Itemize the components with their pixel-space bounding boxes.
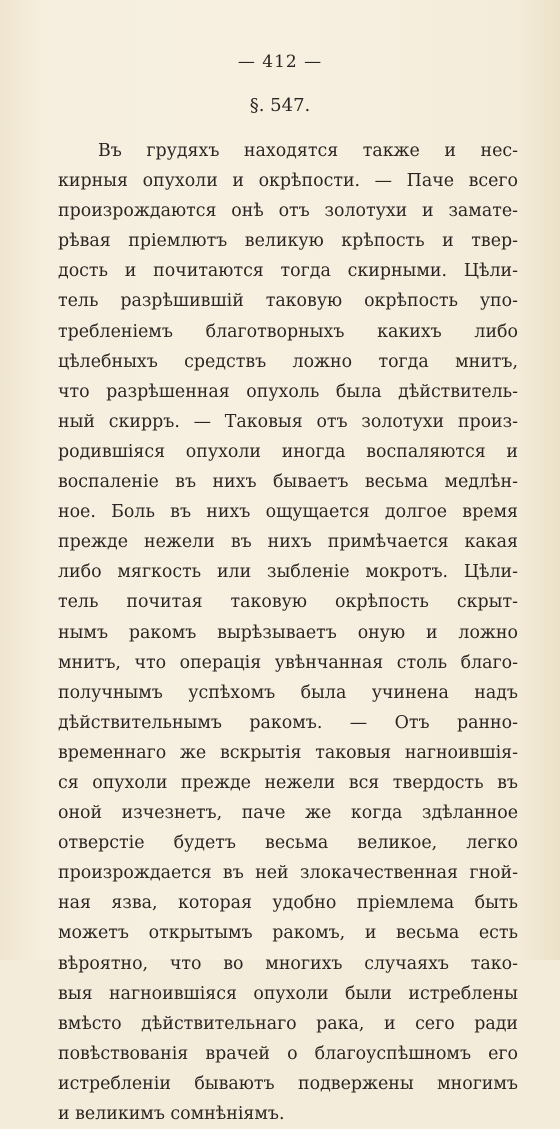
text-line: дость и почитаются тогда скирными. Цѣли-	[58, 261, 518, 282]
text-line: Въ грудяхъ находятся также и нес-	[98, 141, 518, 161]
text-line: цѣлебныхъ средствъ ложно тогда мнитъ,	[58, 351, 518, 372]
text-line: рѣвая пріемлютъ великую крѣпость и твер-	[58, 231, 518, 252]
text-line: и великимъ сомнѣніямъ.	[58, 1104, 285, 1124]
page-number: — 412 —	[237, 52, 323, 72]
text-line: тель разрѣшившій таковую окрѣпость упо-	[58, 291, 518, 312]
text-line: требленіемъ благотворныхъ какихъ либо	[58, 321, 518, 342]
section-body	[58, 136, 518, 1129]
text-line: кирныя опухоли и окрѣпости. — Паче всего	[58, 171, 518, 192]
text-line: получнымъ успѣхомъ была учинена надъ	[58, 682, 518, 703]
text-line: родившіяся опухоли иногда воспаляются и	[58, 441, 518, 462]
text-line: ное. Боль въ нихъ ощущается долгое время	[58, 502, 518, 523]
text-line: воспаленіе въ нихъ бываетъ весьма медлѣн-	[58, 472, 518, 493]
text-line: выя нагноившіяся опухоли были истреблены	[58, 983, 518, 1004]
text-line: нымъ ракомъ вырѣзываетъ оную и ложно	[58, 622, 518, 643]
text-line: произрождается въ ней злокачественная гной-	[58, 863, 518, 884]
text-line: оной изчезнетъ, паче же когда здѣланное	[58, 803, 518, 824]
text-line: можетъ открытымъ ракомъ, и весьма есть	[58, 923, 518, 944]
section-heading: §. 547.	[249, 95, 311, 116]
text-line: ный скирръ. — Таковыя отъ золотухи произ-	[58, 411, 518, 432]
text-line: вмѣсто дѣйствительнаго рака, и сего ради	[58, 1013, 518, 1034]
text-line: тель почитая таковую окрѣпость скрыт-	[58, 592, 518, 613]
text-line: ся опухоли прежде нежели вся твердость въ	[58, 772, 518, 793]
text-line: либо мягкость или зыбленіе мокротъ. Цѣли-	[58, 562, 518, 583]
text-line: ная язва, которая удобно пріемлема быть	[58, 893, 518, 914]
text-line: произрождаются онѣ отъ золотухи и замате-	[58, 201, 518, 222]
text-line: временнаго же вскрытія таковыя нагноившія-	[58, 742, 518, 763]
text-line: прежде нежели въ нихъ примѣчается какая	[58, 532, 518, 553]
text-line: отверстіе будетъ весьма великое, легко	[58, 833, 518, 854]
text-line: мнитъ, что операція увѣнчанная столь благо-	[58, 652, 518, 673]
text-line: что разрѣшенная опухоль была дѣйствитель-	[58, 381, 518, 402]
text-line: истребленіи бываютъ подвержены многимъ	[58, 1073, 518, 1094]
text-line: повѣствованія врачей о благоуспѣшномъ его	[58, 1043, 518, 1064]
text-line: вѣроятно, что во многихъ случаяхъ тако-	[58, 953, 518, 974]
text-line: дѣйствительнымъ ракомъ. — Отъ ранно-	[58, 712, 518, 733]
